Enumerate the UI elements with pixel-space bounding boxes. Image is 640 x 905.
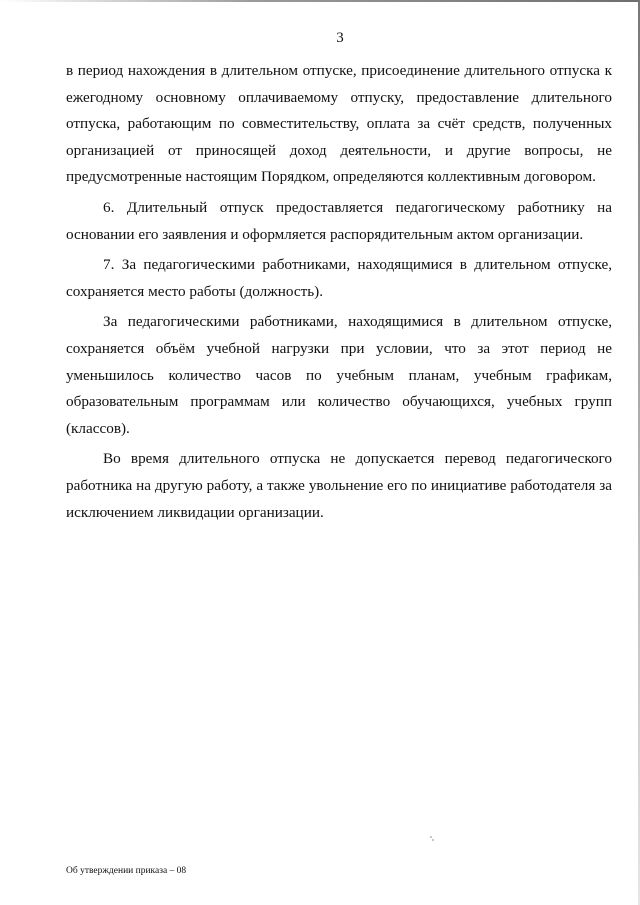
scan-speck [432,839,434,841]
paragraph-workload: За педагогическими работниками, находящимися в длительном отпуске, сохраняется объём учебной нагрузки при условии, что за этот период не уменьшилось количество часов по учебным планам, учебным графикам, образовательным программам или количество обучающихся, учебных групп (классов). [66,313,612,437]
scan-edge-top [0,0,640,2]
scan-speck [430,836,432,838]
paragraph-item-6: 6. Длительный отпуск предоставляется педагогическому работнику на основании его заявления и оформляется распорядительным актом организации. [66,198,612,243]
footer-note: Об утверждении приказа – 08 [66,866,187,876]
paragraph-transfer: Во время длительного отпуска не допускается перевод педагогического работника на другую работу, а также увольнение его по инициативе работодателя за исключением ликвидации организации. [66,450,612,521]
document-body [66,58,612,526]
paragraph-item-7: 7. За педагогическими работниками, находящимися в длительном отпуске, сохраняется место работы (должность). [66,256,612,300]
page-number: 3 [336,30,344,46]
paragraph-continuation: в период нахождения в длительном отпуске, присоединение длительного отпуска к ежегодному основному оплачиваемому отпуску, предоставление длительного отпуска, работающим по совместительству, оплата за счёт средств, полученных организацией от приносящей доход деятельности, и другие вопросы, не предусмотренные настоящим Порядком, определяются коллективным договором. [66,62,612,186]
